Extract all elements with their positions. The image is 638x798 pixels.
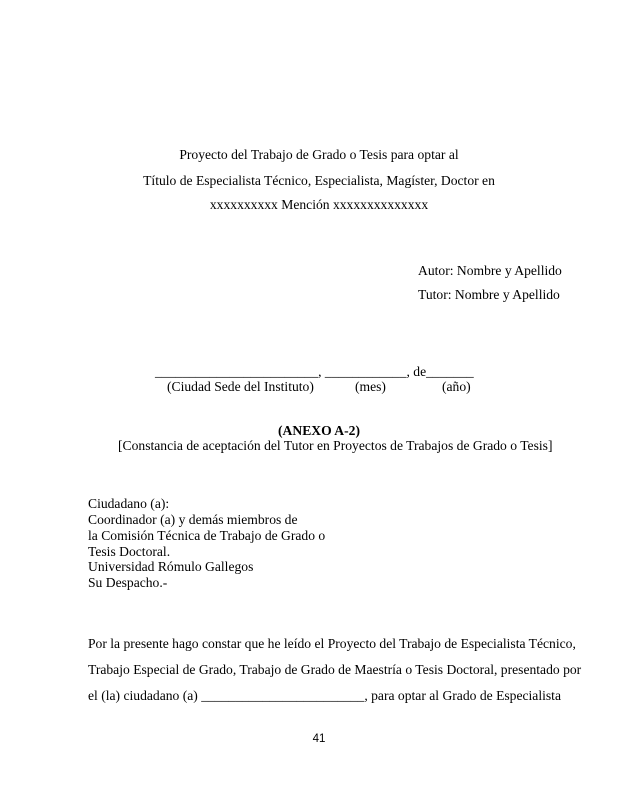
addressee-line-6: Su Despacho.- <box>88 575 168 590</box>
addressee-line-4: Tesis Doctoral. <box>88 544 171 559</box>
addressee-line-3: la Comisión Técnica de Trabajo de Grado o <box>88 528 326 543</box>
body-line-1: Por la presente hago constar que he leído el Proyecto del Trabajo de Especialista Técnico, <box>88 636 576 651</box>
body-line-2: Trabajo Especial de Grado, Trabajo de Grado de Maestría o Tesis Doctoral, presentado por <box>88 662 582 677</box>
addressee-line-5: Universidad Rómulo Gallegos <box>88 559 254 574</box>
addressee-line-1: Ciudadano (a): <box>88 496 170 511</box>
page-number: 41 <box>312 733 326 745</box>
label-city: (Ciudad Sede del Instituto) <box>167 379 314 394</box>
title-line-3: xxxxxxxxxx Mención xxxxxxxxxxxxxx <box>209 197 429 212</box>
body-line-3: el (la) ciudadano (a) ________________________, para optar al Grado de Especialista <box>88 688 561 703</box>
title-line-2: Título de Especialista Técnico, Especialista, Magíster, Doctor en <box>143 173 495 188</box>
annex-title: (ANEXO A-2) <box>278 423 360 438</box>
tutor-line: Tutor: Nombre y Apellido <box>418 287 560 302</box>
date-blanks-line: ________________________, ____________, de_______ <box>155 364 474 379</box>
addressee-line-2: Coordinador (a) y demás miembros de <box>88 512 298 527</box>
label-month: (mes) <box>355 379 386 394</box>
annex-subtitle: [Constancia de aceptación del Tutor en Proyectos de Trabajos de Grado o Tesis] <box>118 438 553 453</box>
author-line: Autor: Nombre y Apellido <box>418 263 562 278</box>
label-year: (año) <box>442 379 471 394</box>
title-line-1: Proyecto del Trabajo de Grado o Tesis para optar al <box>179 147 459 162</box>
